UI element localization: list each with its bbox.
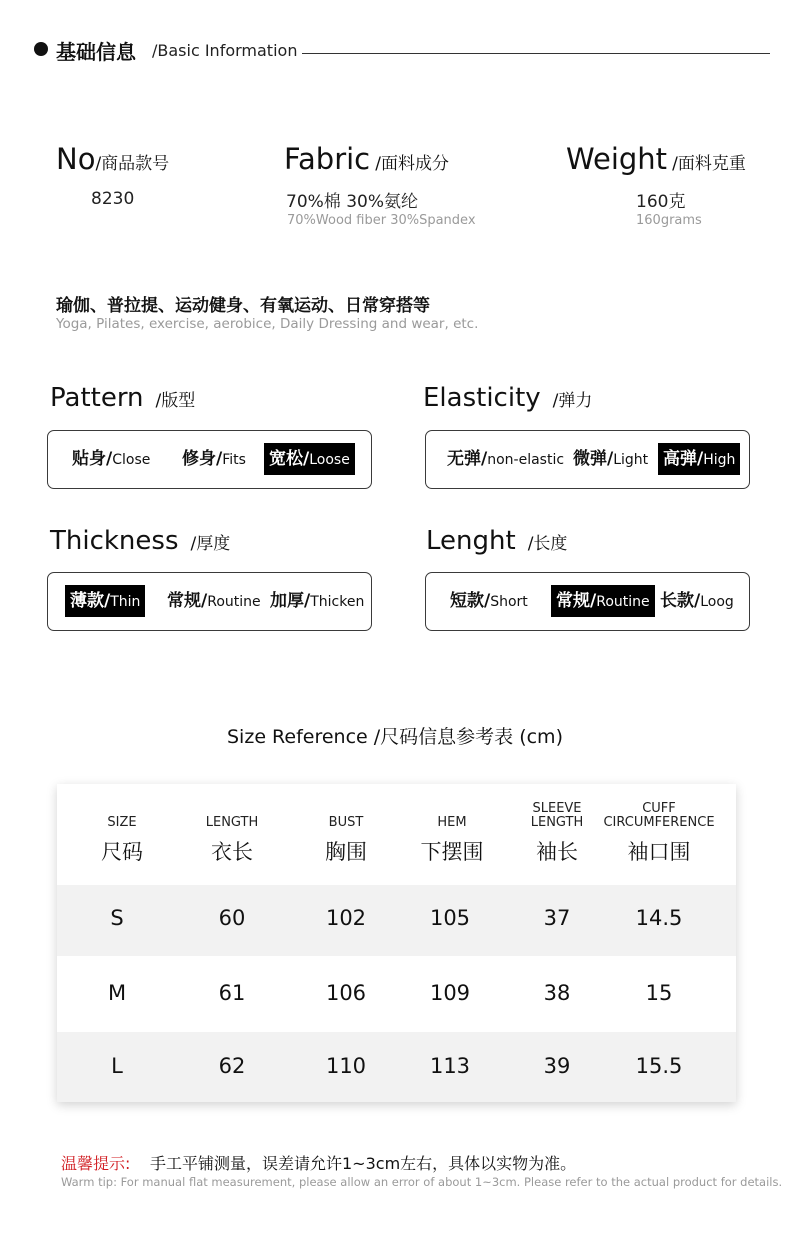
header-size-cn: 尺码 bbox=[101, 840, 143, 864]
bullet-dot-icon bbox=[34, 42, 48, 56]
fabric-value: 70%棉 30%氨纶 bbox=[286, 192, 418, 212]
header-sleeve-length-cn: 袖长 bbox=[536, 840, 578, 864]
thickness-option-thicken: 加厚/Thicken bbox=[270, 591, 365, 611]
usage-text: 瑜伽、普拉提、运动健身、有氧运动、日常穿搭等 bbox=[56, 296, 430, 316]
no-label-cn: /商品款号 bbox=[95, 154, 170, 174]
weight-value-en: 160grams bbox=[636, 213, 702, 228]
pattern-options bbox=[47, 430, 372, 489]
header-length-cn: 衣长 bbox=[211, 840, 253, 864]
header-bust-en: BUST bbox=[328, 815, 364, 830]
cell-hem: 105 bbox=[429, 906, 471, 930]
header-bust-cn: 胸围 bbox=[325, 840, 367, 864]
header-sleeve-length-en: SLEEVE LENGTH bbox=[530, 801, 584, 830]
elasticity-option-high-selected: 高弹/High bbox=[658, 443, 740, 475]
tip-text-en: Warm tip: For manual flat measurement, please allow an error of about 1~3cm. Please refer to the actual product for details. bbox=[61, 1175, 783, 1189]
info-fabric bbox=[284, 142, 449, 176]
cell-bust: 106 bbox=[325, 981, 367, 1005]
weight-value: 160克 bbox=[636, 192, 686, 212]
pattern-title-en: Pattern bbox=[50, 383, 144, 413]
cell-length: 61 bbox=[218, 981, 246, 1005]
cell-hem: 113 bbox=[429, 1054, 471, 1078]
header-divider bbox=[302, 53, 770, 54]
thickness-options bbox=[47, 572, 372, 631]
cell-cuff: 15 bbox=[645, 981, 673, 1005]
length-option-short: 短款/Short bbox=[450, 591, 528, 611]
fabric-label-cn: /面料成分 bbox=[375, 154, 449, 174]
size-table bbox=[57, 784, 736, 1102]
section-subtitle: /Basic Information bbox=[152, 41, 298, 60]
cell-length: 60 bbox=[218, 906, 246, 930]
cell-cuff: 15.5 bbox=[635, 1054, 683, 1078]
table-row bbox=[57, 956, 736, 1032]
cell-length: 62 bbox=[218, 1054, 246, 1078]
table-row bbox=[57, 1032, 736, 1102]
no-label: No bbox=[56, 142, 96, 176]
pattern-title-cn: /版型 bbox=[155, 391, 196, 411]
pattern-option-fits: 修身/Fits bbox=[182, 449, 246, 469]
info-no bbox=[56, 142, 169, 176]
elasticity-title-cn: /弹力 bbox=[552, 391, 593, 411]
cell-sleeve-length: 39 bbox=[543, 1054, 571, 1078]
pattern-option-close: 贴身/Close bbox=[72, 449, 151, 469]
cell-sleeve-length: 38 bbox=[543, 981, 571, 1005]
length-title-cn: /长度 bbox=[527, 534, 568, 554]
fabric-label: Fabric bbox=[284, 142, 371, 176]
tip-label: 温馨提示: bbox=[61, 1154, 131, 1173]
header-hem-en: HEM bbox=[437, 815, 467, 830]
cell-size: L bbox=[111, 1054, 123, 1078]
elasticity-option-light: 微弹/Light bbox=[573, 449, 649, 469]
cell-size: M bbox=[107, 981, 127, 1005]
thickness-title-cn: /厚度 bbox=[190, 534, 231, 554]
elasticity-option-non-elastic: 无弹/non-elastic bbox=[447, 449, 565, 469]
cell-hem: 109 bbox=[429, 981, 471, 1005]
header-hem-cn: 下摆围 bbox=[420, 840, 484, 864]
cell-bust: 110 bbox=[325, 1054, 367, 1078]
header-cuff-en: CUFF CIRCUMFERENCE bbox=[603, 801, 715, 830]
no-value: 8230 bbox=[91, 189, 135, 209]
elasticity-title bbox=[423, 383, 592, 413]
table-row bbox=[57, 885, 736, 956]
cell-bust: 102 bbox=[325, 906, 367, 930]
header-cuff-cn: 袖口围 bbox=[627, 840, 691, 864]
thickness-title bbox=[50, 526, 230, 556]
length-title-en: Lenght bbox=[426, 526, 516, 556]
size-reference-title: Size Reference /尺码信息参考表 (cm) bbox=[227, 726, 563, 748]
tip-text: 手工平铺测量，误差请允许1~3cm左右，具体以实物为准。 bbox=[150, 1154, 577, 1173]
elasticity-options bbox=[425, 430, 750, 489]
thickness-title-en: Thickness bbox=[50, 526, 179, 556]
usage-text-en: Yoga, Pilates, exercise, aerobice, Daily Dressing and wear, etc. bbox=[56, 316, 479, 332]
fabric-value-en: 70%Wood fiber 30%Spandex bbox=[287, 213, 476, 228]
weight-label-cn: /面料克重 bbox=[672, 154, 746, 174]
header-size-en: SIZE bbox=[107, 815, 137, 830]
thickness-option-routine: 常规/Routine bbox=[167, 591, 261, 611]
pattern-option-loose-selected: 宽松/Loose bbox=[264, 443, 355, 475]
cell-size: S bbox=[110, 906, 124, 930]
header-length-en: LENGTH bbox=[205, 815, 259, 830]
elasticity-title-en: Elasticity bbox=[423, 383, 541, 413]
pattern-title bbox=[50, 383, 195, 413]
length-option-routine-selected: 常规/Routine bbox=[551, 585, 655, 617]
length-options bbox=[425, 572, 750, 631]
thickness-option-thin-selected: 薄款/Thin bbox=[65, 585, 145, 617]
length-option-loog: 长款/Loog bbox=[660, 591, 734, 611]
cell-cuff: 14.5 bbox=[635, 906, 683, 930]
cell-sleeve-length: 37 bbox=[543, 906, 571, 930]
info-weight bbox=[566, 142, 746, 176]
weight-label: Weight bbox=[566, 142, 668, 176]
length-title bbox=[426, 526, 567, 556]
section-title: 基础信息 bbox=[56, 40, 136, 64]
